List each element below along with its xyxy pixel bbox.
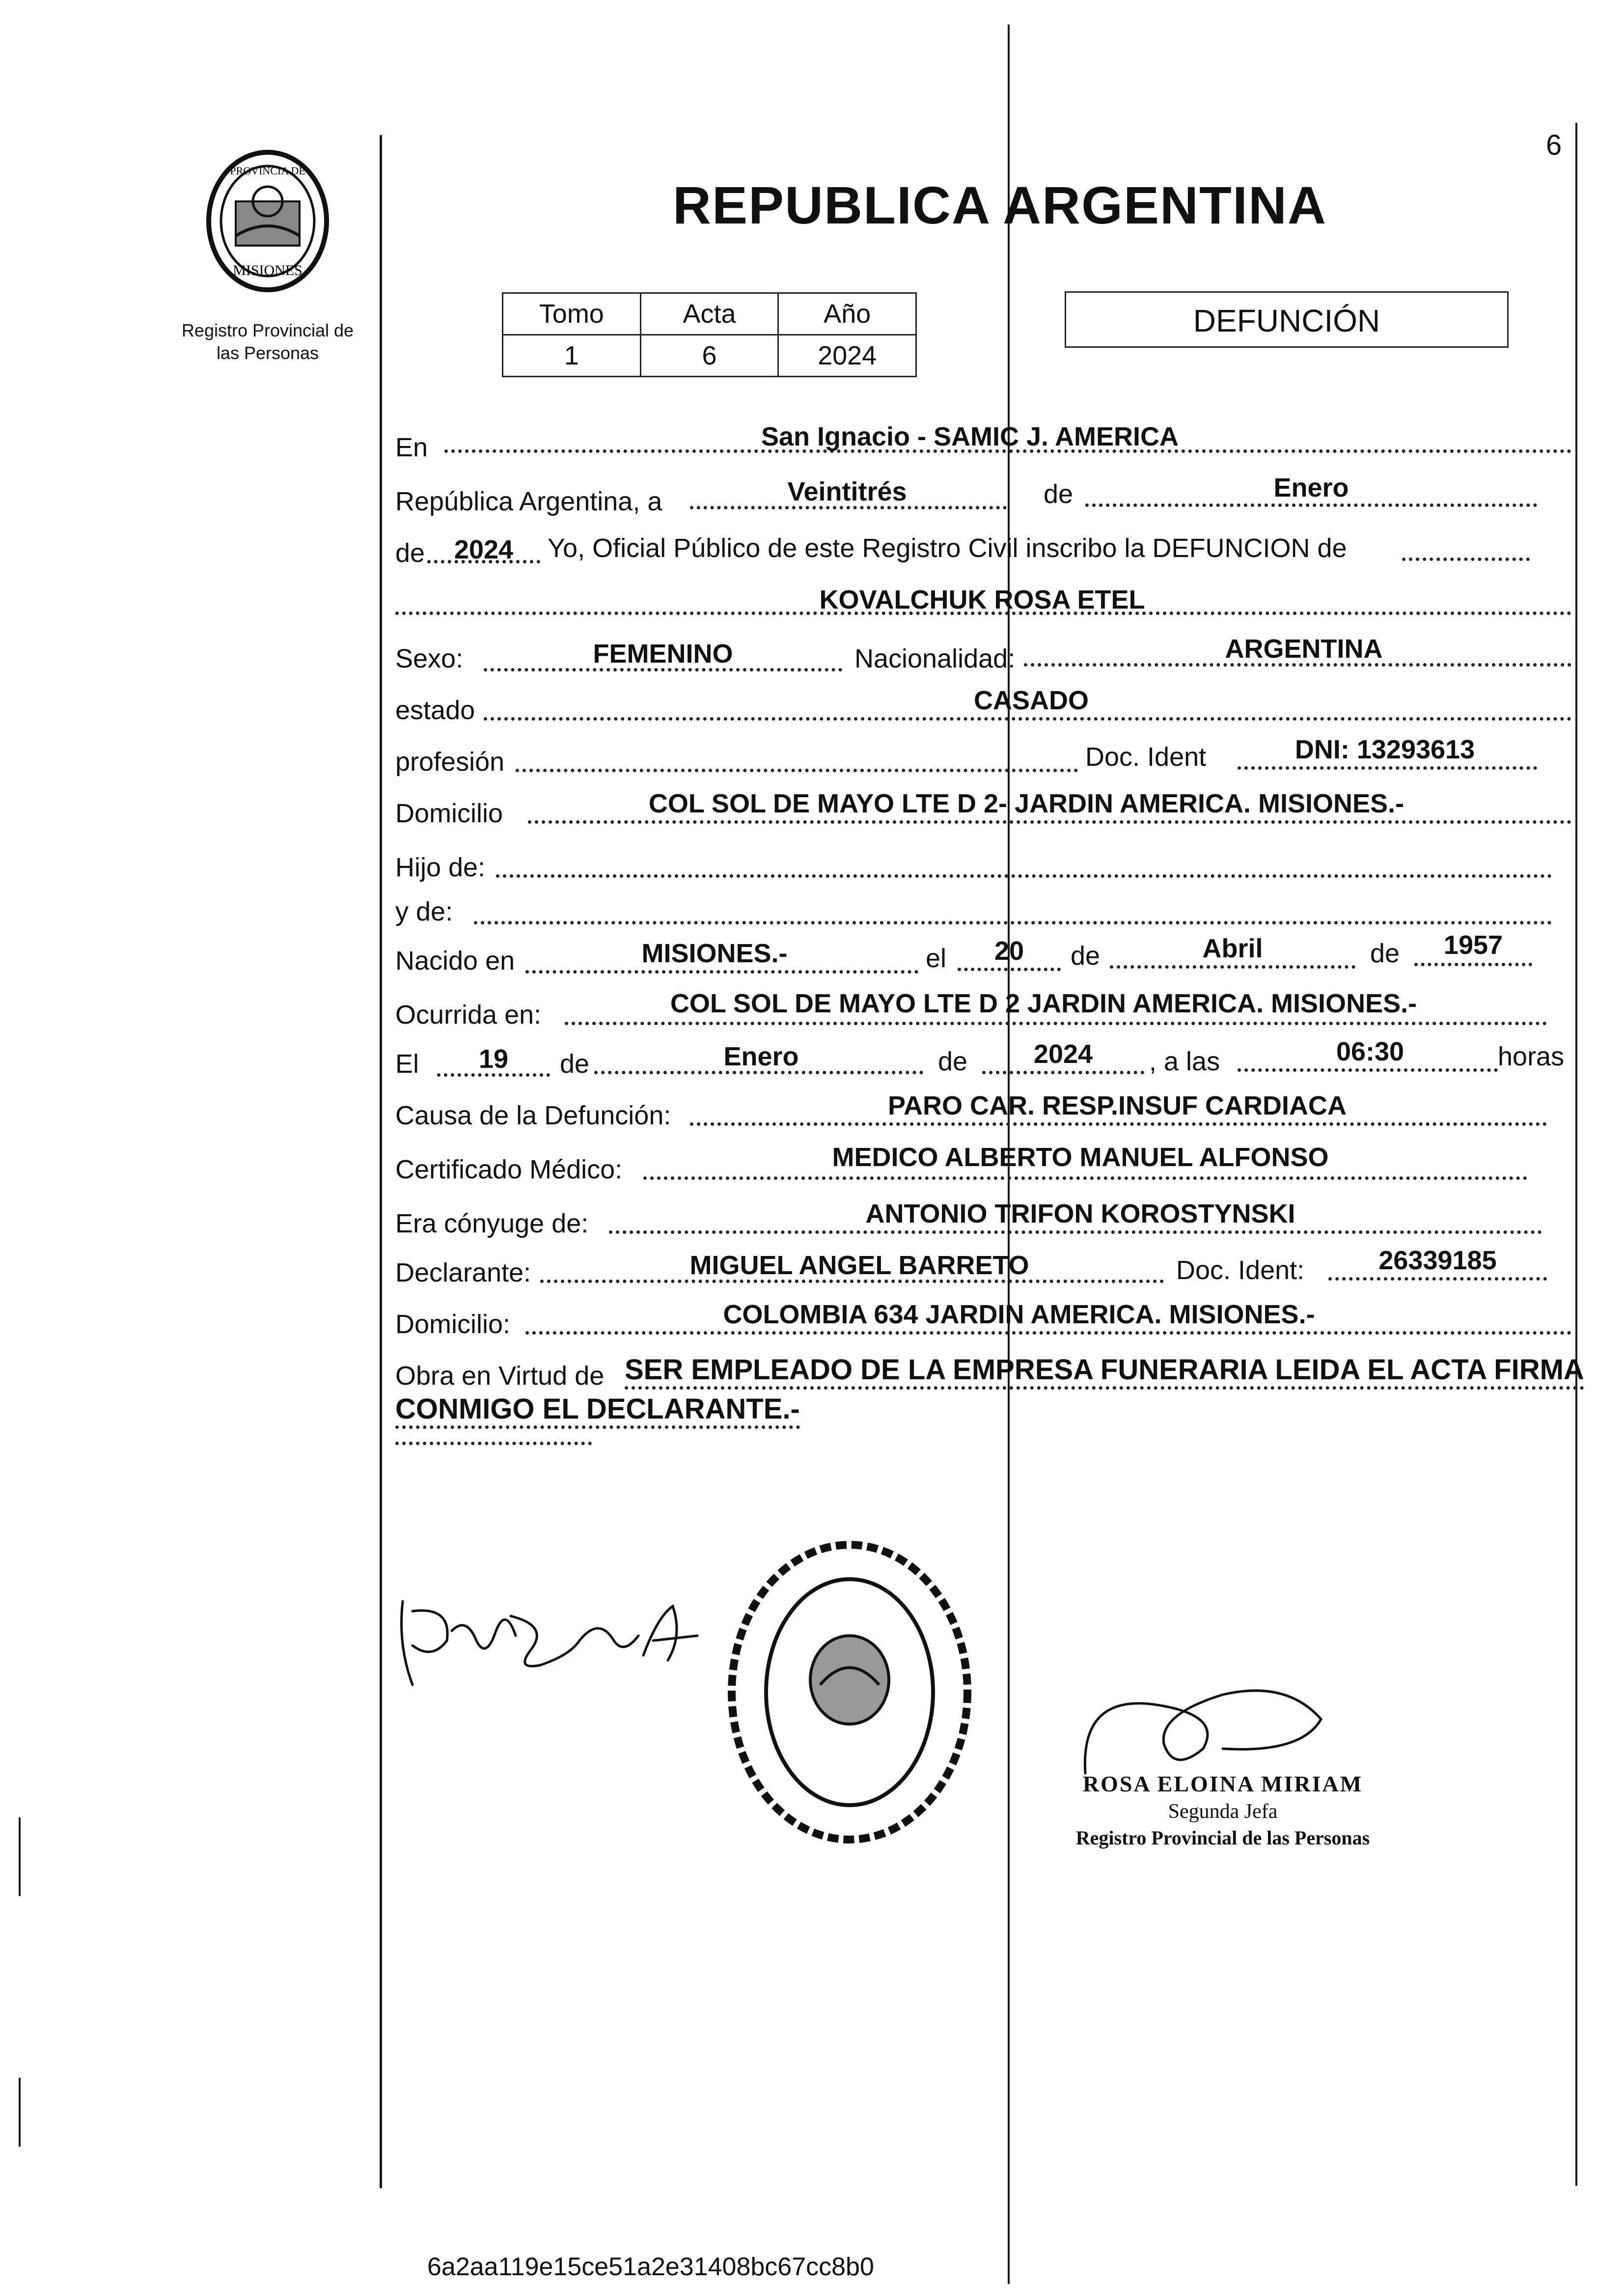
label-y-de: y de:: [395, 897, 453, 926]
registry-table-header-row: [503, 293, 916, 335]
dotline-def-anio: [982, 1071, 1144, 1074]
dotline-ocurrida-en: [565, 1022, 1547, 1025]
dotline-nacido-en: [525, 970, 918, 974]
label-certificado: Certificado Médico:: [395, 1155, 623, 1184]
registro-label: [169, 319, 366, 364]
dotline-domicilio: [528, 820, 1571, 824]
official-signature: [1075, 1675, 1331, 1783]
dotline-profesion: [516, 769, 1078, 772]
document-type-box: DEFUNCIÓN: [1065, 291, 1509, 348]
dotline-certificado: [643, 1176, 1527, 1180]
label-domicilio: Domicilio: [395, 799, 503, 828]
value-obra-line2: CONMIGO EL DECLARANTE.-: [395, 1393, 800, 1429]
official-round-stamp-icon: [722, 1533, 977, 1852]
seal-text-top: PROVINCIA DE: [230, 165, 305, 177]
scan-mark-left-1: [19, 1817, 21, 1896]
value-causa: PARO CAR. RESP.INSUF CARDIACA: [887, 1091, 1347, 1120]
value-anio-inscripcion: 2024: [454, 535, 514, 564]
dotline-obra-end: [395, 1442, 592, 1445]
header-acta: Acta: [640, 293, 778, 335]
official-office: Registro Provincial de las Personas: [1075, 1827, 1370, 1849]
value-nac-anio: 1957: [1443, 930, 1503, 960]
value-ocurrida-en: COL SOL DE MAYO LTE D 2 JARDIN AMERICA. MISIONES.-: [670, 989, 1417, 1018]
label-causa: Causa de la Defunción:: [395, 1101, 671, 1130]
value-def-dia: 19: [478, 1044, 509, 1074]
dotline-doc-ident-declarante: [1328, 1277, 1547, 1281]
value-anio: 2024: [778, 335, 916, 377]
dotline-causa: [690, 1122, 1547, 1126]
value-conyuge: ANTONIO TRIFON KOROSTYNSKI: [865, 1199, 1295, 1228]
value-declarante: MIGUEL ANGEL BARRETO: [689, 1251, 1029, 1280]
value-domicilio-declarante: COLOMBIA 634 JARDIN AMERICA. MISIONES.-: [723, 1300, 1315, 1329]
value-tomo: 1: [503, 335, 641, 377]
value-mes: Enero: [1273, 473, 1349, 502]
dotline-y-de: [474, 921, 1552, 924]
page-number: 6: [1546, 129, 1562, 161]
value-certificado: MEDICO ALBERTO MANUEL ALFONSO: [832, 1143, 1329, 1172]
dotline-estado: [484, 717, 1571, 721]
registry-table: [502, 292, 917, 377]
value-acta: 6: [640, 335, 778, 377]
label-de-def-mes: de: [560, 1049, 590, 1079]
label-domicilio-declarante: Domicilio:: [395, 1310, 511, 1339]
label-nacido-en: Nacido en: [395, 946, 515, 976]
dotline-inscribo-end: [1402, 558, 1530, 561]
dotline-nac-dia: [958, 968, 1061, 971]
dotline-doc-ident: [1238, 766, 1537, 770]
dotline-nac-mes: [1110, 965, 1355, 969]
label-a-las: , a las: [1149, 1047, 1220, 1076]
value-en: San Ignacio - SAMIC J. AMERICA: [761, 422, 1179, 451]
scan-mark-left-2: [19, 2078, 21, 2147]
value-doc-ident: DNI: 13293613: [1294, 735, 1475, 764]
page-number-rule: [1575, 123, 1577, 162]
dotline-def-hora: [1238, 1068, 1498, 1072]
value-nac-dia: 20: [994, 936, 1024, 966]
label-ocurrida-en: Ocurrida en:: [395, 1000, 542, 1030]
label-estado: estado: [395, 696, 475, 725]
official-role: Segunda Jefa: [1168, 1800, 1278, 1823]
dotline-hijo-de: [496, 874, 1552, 878]
left-margin-rule: [380, 135, 382, 2188]
value-def-anio: 2024: [1033, 1039, 1093, 1069]
value-nacido-en: MISIONES.-: [641, 939, 788, 968]
header-tomo: Tomo: [503, 293, 641, 335]
label-sexo: Sexo:: [395, 644, 464, 673]
value-def-mes: Enero: [723, 1042, 799, 1071]
value-def-hora: 06:30: [1336, 1037, 1404, 1066]
document-hash: 6a2aa119e15ce51a2e31408bc67cc8b0: [427, 2253, 874, 2281]
label-republica: República Argentina, a: [395, 487, 662, 516]
label-de-nac-mes: de: [1071, 941, 1101, 971]
registro-label-line2: las Personas: [216, 343, 319, 363]
header-anio: Año: [778, 293, 916, 335]
label-obra-en-virtud: Obra en Virtud de: [395, 1361, 605, 1391]
label-de-def-anio: de: [938, 1047, 968, 1076]
inscribo-text: Yo, Oficial Público de este Registro Civil inscribo la DEFUNCION de: [548, 533, 1347, 563]
dotline-mes: [1085, 503, 1537, 507]
dotline-conyuge: [609, 1230, 1542, 1234]
label-de-anio: de: [395, 538, 425, 568]
official-stamp-block: [1051, 1771, 1395, 1849]
label-el-def: El: [395, 1049, 419, 1079]
provincia-misiones-seal-icon: [194, 147, 341, 295]
label-el-nac: el: [926, 944, 947, 973]
label-de-nac-anio: de: [1370, 939, 1400, 968]
value-doc-ident-declarante: 26339185: [1378, 1246, 1497, 1275]
right-margin-rule: [1575, 162, 1577, 2186]
registro-label-line1: Registro Provincial de: [181, 320, 354, 340]
label-nacionalidad: Nacionalidad:: [854, 644, 1016, 673]
value-estado: CASADO: [973, 686, 1089, 715]
value-sexo: FEMENINO: [593, 639, 733, 669]
official-name: ROSA ELOINA MIRIAM: [1082, 1771, 1363, 1796]
label-conyuge: Era cónyuge de:: [395, 1209, 589, 1238]
label-de-mes: de: [1044, 479, 1073, 509]
label-doc-ident: Doc. Ident: [1085, 742, 1207, 772]
label-horas: horas: [1498, 1042, 1565, 1071]
value-fallecido: KOVALCHUK ROSA ETEL: [819, 585, 1145, 614]
value-dia: Veintitrés: [787, 477, 907, 506]
value-obra-line1: SER EMPLEADO DE LA EMPRESA FUNERARIA LEIDA EL ACTA FIRMA: [625, 1353, 1584, 1390]
dotline-nac-anio: [1414, 963, 1532, 966]
label-declarante: Declarante:: [395, 1258, 531, 1287]
seal-text-bottom: MISIONES: [233, 262, 303, 279]
label-profesion: profesión: [395, 747, 505, 777]
registry-table-value-row: [503, 335, 916, 377]
label-hijo-de: Hijo de:: [395, 853, 486, 882]
value-domicilio: COL SOL DE MAYO LTE D 2- JARDIN AMERICA. MISIONES.-: [648, 789, 1404, 818]
value-nac-mes: Abril: [1202, 934, 1263, 963]
dotline-domicilio-declarante: [525, 1331, 1571, 1335]
label-doc-ident-declarante: Doc. Ident:: [1176, 1256, 1305, 1285]
value-nacionalidad: ARGENTINA: [1225, 634, 1383, 664]
document-title: REPUBLICA ARGENTINA: [673, 175, 1327, 235]
label-en: En: [395, 433, 428, 462]
declarante-signature: [393, 1587, 712, 1709]
